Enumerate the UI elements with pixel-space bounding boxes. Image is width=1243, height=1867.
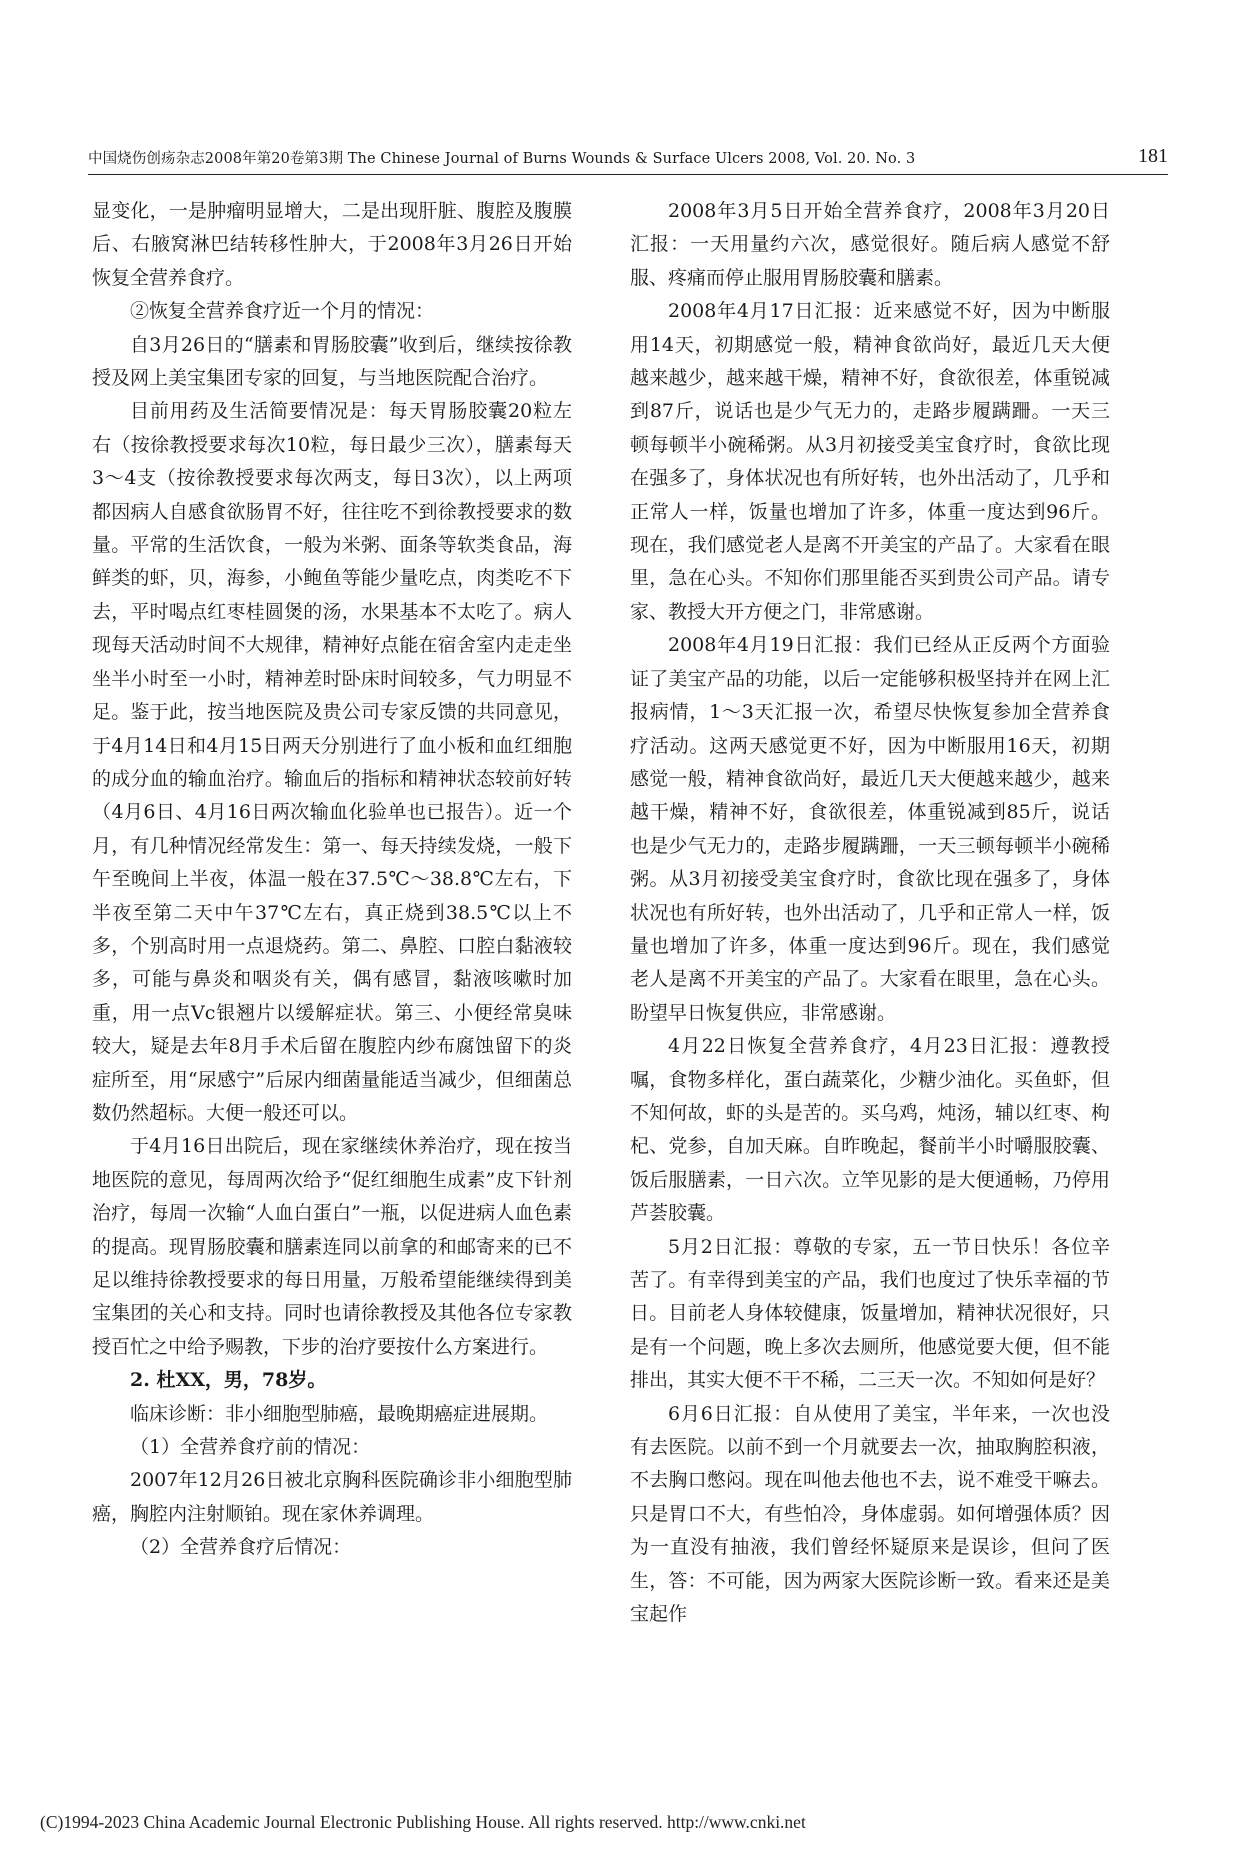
subsection-heading: （2）全营养食疗后情况： bbox=[130, 1536, 352, 1559]
left-column bbox=[92, 195, 572, 1565]
paragraph: 2008年3月5日开始全营养食疗，2008年3月20日汇报：一天用量约六次，感觉很好。随后病人感觉不舒服、疼痛而停止服用胃肠胶囊和膳素。 bbox=[630, 200, 1110, 289]
paragraph: 自3月26日的“膳素和胃肠胶囊”收到后，继续按徐教授及网上美宝集团专家的回复，与当地医院配合治疗。 bbox=[92, 333, 572, 390]
paragraph: 2008年4月17日汇报：近来感觉不好，因为中断服用14天，初期感觉一般，精神食欲尚好，最近几天大便越来越少，越来越干燥，精神不好，食欲很差，体重锐减到87斤，说话也是少气无力的，走路步履蹒跚。一天三顿每顿半小碗稀粥。从3月初接受美宝食疗时，食欲比现在强多了，身体状况也有所好转，也外出活动了，几乎和正常人一样，饭量也增加了许多，体重一度达到96斤。现在，我们感觉老人是离不开美宝的产品了。大家看在眼里，急在心头。不知你们那里能否买到贵公司产品。请专家、教授大开方便之门，非常感谢。 bbox=[630, 300, 1110, 623]
paragraph: 目前用药及生活简要情况是：每天胃肠胶囊20粒左右（按徐教授要求每次10粒，每日最少三次），膳素每天3～4支（按徐教授要求每次两支，每日3次），以上两项都因病人自感食欲肠胃不好，往往吃不到徐教授要求的数量。平常的生活饮食，一般为米粥、面条等软类食品，海鲜类的虾，贝，海参，小鲍鱼等能少量吃点，肉类吃不下去，平时喝点红枣桂圆煲的汤，水果基本不太吃了。病人现每天活动时间不大规律，精神好点能在宿舍室内走走坐坐半小时至一小时，精神差时卧床时间较多，气力明显不足。鉴于此，按当地医院及贵公司专家反馈的共同意见，于4月14日和4月15日两天分别进行了血小板和血红细胞的成分血的输血治疗。输血后的指标和精神状态较前好转（4月6日、4月16日两次输血化验单也已报告）。近一个月，有几种情况经常发生：第一、每天持续发烧，一般下午至晚间上半夜，体温一般在37.5℃～38.8℃左右，下半夜至第二天中午37℃左右，真正烧到38.5℃以上不多，个别高时用一点退烧药。第二、鼻腔、口腔白黏液较多，可能与鼻炎和咽炎有关，偶有感冒，黏液咳嗽时加重，用一点Vc银翘片以缓解症状。第三、小便经常臭味较大，疑是去年8月手术后留在腹腔内纱布腐蚀留下的炎症所至，用“尿感宁”后尿内细菌量能适当减少，但细菌总数仍然超标。大便一般还可以。 bbox=[92, 400, 572, 1124]
paragraph: 4月22日恢复全营养食疗，4月23日汇报：遵教授嘱，食物多样化，蛋白蔬菜化，少糖少油化。买鱼虾，但不知何故，虾的头是苦的。买乌鸡，炖汤，辅以红枣、枸杞、党参，自加天麻。自昨晚起，餐前半小时嚼服胶囊、饭后服膳素，一日六次。立竿见影的是大便通畅，乃停用芦荟胶囊。 bbox=[630, 1035, 1110, 1225]
page-number: 181 bbox=[1138, 145, 1168, 167]
journal-citation-line: 中国烧伤创疡杂志2008年第20卷第3期 The Chinese Journal of Burns Wounds & Surface Ulcers 2008, Vol. 20. No. 3 bbox=[88, 151, 916, 167]
paragraph: 2008年4月19日汇报：我们已经从正反两个方面验证了美宝产品的功能，以后一定能够积极坚持并在网上汇报病情，1～3天汇报一次，希望尽快恢复参加全营养食疗活动。这两天感觉更不好，因为中断服用16天，初期感觉一般，精神食欲尚好，最近几天大便越来越少，越来越干燥，精神不好，食欲很差，体重锐减到85斤，说话也是少气无力的，走路步履蹒跚，一天三顿每顿半小碗稀粥。从3月初接受美宝食疗时，食欲比现在强多了，身体状况也有所好转，也外出活动了，几乎和正常人一样，饭量也增加了许多，体重一度达到96斤。现在，我们感觉老人是离不开美宝的产品了。大家看在眼里，急在心头。盼望早日恢复供应，非常感谢。 bbox=[630, 634, 1110, 1024]
paragraph: 5月2日汇报：尊敬的专家，五一节日快乐！各位辛苦了。有幸得到美宝的产品，我们也度过了快乐幸福的节日。目前老人身体较健康，饭量增加，精神状况很好，只是有一个问题，晚上多次去厕所，他感觉要大便，但不能排出，其实大便不干不稀，二三天一次。不知如何是好？ bbox=[630, 1235, 1110, 1392]
paragraph: 临床诊断：非小细胞型肺癌，最晚期癌症进展期。 bbox=[130, 1402, 549, 1425]
right-column bbox=[630, 195, 1110, 1631]
subsection-heading: （1）全营养食疗前的情况： bbox=[130, 1436, 371, 1459]
paragraph: 于4月16日出院后，现在家继续休养治疗，现在按当地医院的意见，每周两次给予“促红细胞生成素”皮下针剂治疗，每周一次输“人血白蛋白”一瓶，以促进病人血色素的提高。现胃肠胶囊和膳素连同以前拿的和邮寄来的已不足以维持徐教授要求的每日用量，万般希望能继续得到美宝集团的关心和支持。同时也请徐教授及其他各位专家教授百忙之中给予赐教，下步的治疗要按什么方案进行。 bbox=[92, 1135, 572, 1358]
copyright-footer: (C)1994-2023 China Academic Journal Electronic Publishing House. All rights reserved. http://www.cnki.net bbox=[40, 1812, 806, 1832]
paragraph: 6月6日汇报：自从使用了美宝，半年来，一次也没有去医院。以前不到一个月就要去一次，抽取胸腔积液，不去胸口憋闷。现在叫他去他也不去，说不难受干嘛去。只是胃口不大，有些怕冷，身体虚弱。如何增强体质？因为一直没有抽液，我们曾经怀疑原来是误诊，但问了医生，答：不可能，因为两家大医院诊断一致。看来还是美宝起作 bbox=[630, 1402, 1110, 1626]
subsection-heading: ②恢复全营养食疗近一个月的情况： bbox=[130, 300, 435, 323]
running-header bbox=[88, 140, 1168, 175]
paragraph: 2007年12月26日被北京胸科医院确诊非小细胞型肺癌，胸腔内注射顺铂。现在家休养调理。 bbox=[92, 1469, 572, 1525]
paragraph: 显变化，一是肿瘤明显增大，二是出现肝脏、腹腔及腹膜后、右腋窝淋巴结转移性肿大，于2008年3月26日开始恢复全营养食疗。 bbox=[92, 200, 572, 289]
case-heading: 2. 杜XX，男，78岁。 bbox=[130, 1369, 327, 1392]
